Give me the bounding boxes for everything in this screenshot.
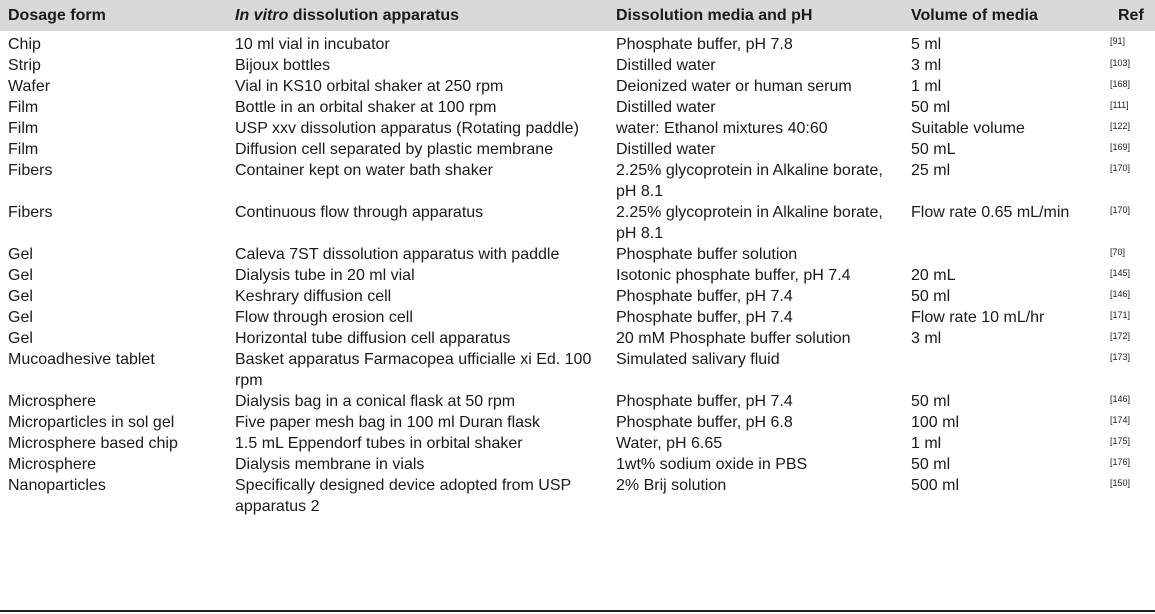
cell-media: Distilled water xyxy=(616,57,716,74)
cell-media: Simulated salivary fluid xyxy=(616,351,780,368)
cell-dosage-form: Mucoadhesive tablet xyxy=(8,351,155,368)
cell-ref: [146] xyxy=(1110,394,1131,404)
cell-media: Phosphate buffer, pH 7.4 xyxy=(616,309,793,326)
cell-ref: [171] xyxy=(1110,310,1131,320)
cell-dosage-form: Film xyxy=(8,99,39,116)
cell-dosage-form: Microsphere xyxy=(8,456,97,473)
cell-ref: [111] xyxy=(1110,100,1129,110)
cell-media: Phosphate buffer, pH 7.4 xyxy=(616,288,793,305)
cell-ref: [170] xyxy=(1110,205,1131,215)
cell-volume: 1 ml xyxy=(911,78,942,95)
cell-media: 20 mM Phosphate buffer solution xyxy=(616,330,851,347)
cell-volume: 5 ml xyxy=(911,36,942,53)
cell-apparatus: Flow through erosion cell xyxy=(235,309,413,326)
cell-media: 2.25% glycoprotein in Alkaline borate, pH 8.1 xyxy=(616,204,883,242)
cell-volume: 50 ml xyxy=(911,288,951,305)
cell-dosage-form: Gel xyxy=(8,330,33,347)
cell-apparatus: Bottle in an orbital shaker at 100 rpm xyxy=(235,99,497,116)
cell-ref: [172] xyxy=(1110,331,1131,341)
cell-apparatus: Dialysis bag in a conical flask at 50 rpm xyxy=(235,393,516,410)
cell-apparatus: Dialysis tube in 20 ml vial xyxy=(235,267,415,284)
cell-apparatus: Horizontal tube diffusion cell apparatus xyxy=(235,330,511,347)
cell-apparatus: Specifically designed device adopted from USP apparatus 2 xyxy=(235,477,571,515)
table-header xyxy=(0,0,1155,31)
table-row xyxy=(0,139,1155,160)
cell-apparatus: Five paper mesh bag in 100 ml Duran flask xyxy=(235,414,541,431)
cell-dosage-form: Film xyxy=(8,141,39,158)
cell-dosage-form: Gel xyxy=(8,267,33,284)
cell-dosage-form: Gel xyxy=(8,309,33,326)
cell-apparatus: Diffusion cell separated by plastic membrane xyxy=(235,141,554,158)
cell-dosage-form: Gel xyxy=(8,288,33,305)
cell-media: water: Ethanol mixtures 40:60 xyxy=(616,120,828,137)
header-row xyxy=(0,0,1155,31)
cell-media: Phosphate buffer solution xyxy=(616,246,798,263)
cell-media: Phosphate buffer, pH 7.8 xyxy=(616,36,793,53)
table-bottom-rule xyxy=(0,610,1155,612)
cell-media: Phosphate buffer, pH 7.4 xyxy=(616,393,793,410)
cell-dosage-form: Microsphere based chip xyxy=(8,435,178,452)
cell-ref: [170] xyxy=(1110,163,1131,173)
table-row xyxy=(0,328,1155,349)
table-row xyxy=(0,391,1155,412)
table-row xyxy=(0,76,1155,97)
header-dosage-form: Dosage form xyxy=(8,7,106,24)
cell-volume: 20 mL xyxy=(911,267,956,284)
table-row xyxy=(0,412,1155,433)
cell-ref: [175] xyxy=(1110,436,1131,446)
header-volume: Volume of media xyxy=(911,7,1038,24)
cell-apparatus: Keshrary diffusion cell xyxy=(235,288,392,305)
cell-dosage-form: Strip xyxy=(8,57,41,74)
cell-ref: [103] xyxy=(1110,58,1131,68)
cell-media: Isotonic phosphate buffer, pH 7.4 xyxy=(616,267,851,284)
cell-media: Deionized water or human serum xyxy=(616,78,852,95)
header-apparatus-rest: dissolution apparatus xyxy=(288,7,460,24)
header-apparatus xyxy=(227,0,608,31)
cell-media: 1wt% sodium oxide in PBS xyxy=(616,456,808,473)
cell-dosage-form: Microparticles in sol gel xyxy=(8,414,175,431)
cell-media: Phosphate buffer, pH 6.8 xyxy=(616,414,793,431)
cell-volume: 1 ml xyxy=(911,435,942,452)
table-row xyxy=(0,55,1155,76)
cell-apparatus: 10 ml vial in incubator xyxy=(235,36,390,53)
cell-dosage-form: Film xyxy=(8,120,39,137)
cell-dosage-form: Microsphere xyxy=(8,393,97,410)
table-row xyxy=(0,97,1155,118)
cell-dosage-form: Fibers xyxy=(8,162,53,179)
cell-media: Distilled water xyxy=(616,99,716,116)
table-row xyxy=(0,454,1155,475)
cell-ref: [145] xyxy=(1110,268,1131,278)
cell-volume: 50 ml xyxy=(911,393,951,410)
table-row xyxy=(0,118,1155,139)
cell-ref: [91] xyxy=(1110,36,1126,46)
cell-volume xyxy=(903,244,1110,265)
cell-ref: [176] xyxy=(1110,457,1131,467)
cell-apparatus: Container kept on water bath shaker xyxy=(235,162,493,179)
header-apparatus-italic: In vitro xyxy=(235,7,289,24)
cell-volume: 500 ml xyxy=(911,477,960,494)
cell-media: 2.25% glycoprotein in Alkaline borate, pH 8.1 xyxy=(616,162,883,200)
cell-media: 2% Brij solution xyxy=(616,477,727,494)
table-row xyxy=(0,433,1155,454)
cell-apparatus: Caleva 7ST dissolution apparatus with paddle xyxy=(235,246,560,263)
table-row xyxy=(0,31,1155,55)
table-row xyxy=(0,349,1155,391)
cell-apparatus: 1.5 mL Eppendorf tubes in orbital shaker xyxy=(235,435,523,452)
cell-ref: [173] xyxy=(1110,352,1131,362)
cell-ref: [174] xyxy=(1110,415,1131,425)
cell-volume: 50 ml xyxy=(911,456,951,473)
cell-dosage-form: Gel xyxy=(8,246,33,263)
cell-volume: Flow rate 10 mL/hr xyxy=(911,309,1045,326)
cell-volume: 100 ml xyxy=(911,414,960,431)
cell-ref: [168] xyxy=(1110,79,1131,89)
cell-dosage-form: Nanoparticles xyxy=(8,477,106,494)
cell-media: Distilled water xyxy=(616,141,716,158)
cell-ref: [146] xyxy=(1110,289,1131,299)
cell-volume: Suitable volume xyxy=(911,120,1025,137)
cell-volume: 3 ml xyxy=(911,330,942,347)
cell-volume: Flow rate 0.65 mL/min xyxy=(911,204,1070,221)
cell-apparatus: Continuous flow through apparatus xyxy=(235,204,484,221)
table-row xyxy=(0,475,1155,517)
cell-volume xyxy=(903,349,1110,391)
cell-ref: [70] xyxy=(1110,247,1126,257)
cell-apparatus: Dialysis membrane in vials xyxy=(235,456,425,473)
table-row xyxy=(0,202,1155,244)
table-row xyxy=(0,160,1155,202)
table-row xyxy=(0,307,1155,328)
table-row xyxy=(0,286,1155,307)
cell-apparatus: Basket apparatus Farmacopea ufficialle xi Ed. 100 rpm xyxy=(235,351,592,389)
cell-ref: [122] xyxy=(1110,121,1131,131)
header-ref: Ref xyxy=(1118,7,1144,24)
cell-dosage-form: Wafer xyxy=(8,78,51,95)
cell-dosage-form: Fibers xyxy=(8,204,53,221)
cell-ref: [150] xyxy=(1110,478,1131,488)
cell-apparatus: USP xxv dissolution apparatus (Rotating paddle) xyxy=(235,120,579,137)
cell-media: Water, pH 6.65 xyxy=(616,435,723,452)
table-body xyxy=(0,31,1155,517)
cell-apparatus: Vial in KS10 orbital shaker at 250 rpm xyxy=(235,78,504,95)
cell-apparatus: Bijoux bottles xyxy=(235,57,331,74)
cell-dosage-form: Chip xyxy=(8,36,41,53)
cell-volume: 3 ml xyxy=(911,57,942,74)
cell-ref: [169] xyxy=(1110,142,1131,152)
header-media: Dissolution media and pH xyxy=(616,7,813,24)
table-row xyxy=(0,244,1155,265)
table-row xyxy=(0,265,1155,286)
cell-volume: 50 mL xyxy=(911,141,956,158)
cell-volume: 25 ml xyxy=(911,162,951,179)
cell-volume: 50 ml xyxy=(911,99,951,116)
